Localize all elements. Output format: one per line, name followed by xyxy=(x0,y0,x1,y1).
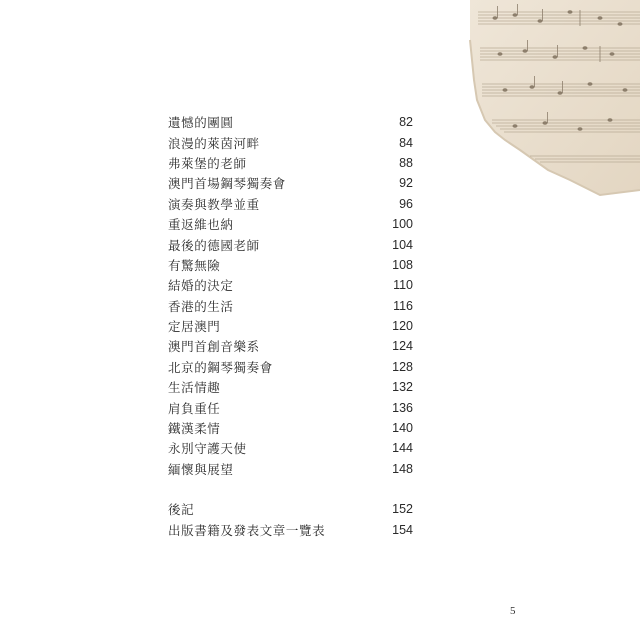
toc-entry xyxy=(168,173,413,193)
toc-entry-page: 124 xyxy=(392,339,413,354)
toc-entry-page: 154 xyxy=(392,522,413,537)
toc-entry-page: 120 xyxy=(392,319,413,334)
toc-entry-page: 88 xyxy=(399,155,413,170)
toc-entry-title: 演奏與教學並重 xyxy=(168,196,260,212)
table-of-contents xyxy=(168,112,413,479)
toc-entry-title: 定居澳門 xyxy=(168,319,221,335)
toc-entry-page: 84 xyxy=(399,135,413,150)
toc-entry-title: 澳門首場鋼琴獨奏會 xyxy=(168,176,286,192)
page-number: 5 xyxy=(510,605,516,617)
toc-entry-title: 結婚的決定 xyxy=(168,278,234,294)
toc-entry-page: 96 xyxy=(399,196,413,211)
toc-entry-page: 136 xyxy=(392,400,413,415)
toc-entry xyxy=(168,519,413,539)
toc-entry xyxy=(168,438,413,458)
toc-entry-title: 永別守護天使 xyxy=(168,441,247,457)
toc-entry-page: 132 xyxy=(392,380,413,395)
toc-entry-title: 遺憾的團圓 xyxy=(168,115,234,131)
toc-entry-title: 香港的生活 xyxy=(168,298,234,314)
toc-entry-page: 152 xyxy=(392,502,413,517)
toc-entry-page: 108 xyxy=(392,257,413,272)
toc-entry-page: 140 xyxy=(392,421,413,436)
toc-entry xyxy=(168,459,413,479)
toc-entry xyxy=(168,377,413,397)
toc-entry-title: 有驚無險 xyxy=(168,257,221,273)
toc-entry-title: 後記 xyxy=(168,502,195,518)
toc-entry xyxy=(168,418,413,438)
toc-entry xyxy=(168,357,413,377)
toc-entry-title: 澳門首創音樂系 xyxy=(168,339,260,355)
toc-entry-title: 生活情趣 xyxy=(168,380,221,396)
toc-entry xyxy=(168,153,413,173)
toc-entry-page: 82 xyxy=(399,115,413,130)
back-matter-list xyxy=(168,499,413,540)
toc-entry xyxy=(168,397,413,417)
toc-entry xyxy=(168,214,413,234)
toc-entry xyxy=(168,234,413,254)
toc-entry-title: 出版書籍及發表文章一覽表 xyxy=(168,522,326,538)
toc-entry-title: 北京的鋼琴獨奏會 xyxy=(168,359,273,375)
toc-entry xyxy=(168,336,413,356)
toc-entry-page: 128 xyxy=(392,359,413,374)
toc-entry-page: 110 xyxy=(393,278,413,293)
toc-entry-page: 116 xyxy=(393,298,413,313)
toc-entry-title: 緬懷與展望 xyxy=(168,461,234,477)
toc-entry xyxy=(168,194,413,214)
toc-entry-title: 肩負重任 xyxy=(168,400,221,416)
toc-entry-title: 重返維也納 xyxy=(168,217,234,233)
toc-entry xyxy=(168,316,413,336)
toc-entry-page: 92 xyxy=(399,176,413,191)
toc-entry-title: 浪漫的萊茵河畔 xyxy=(168,135,260,151)
toc-entry xyxy=(168,296,413,316)
toc-entry xyxy=(168,499,413,519)
toc-entry-page: 104 xyxy=(392,237,413,252)
toc-entry-page: 100 xyxy=(392,217,413,232)
toc-entry-page: 148 xyxy=(392,461,413,476)
toc-entry-title: 鐵漢柔情 xyxy=(168,421,221,437)
toc-entry-page: 144 xyxy=(392,441,413,456)
toc-entry xyxy=(168,112,413,132)
toc-entry-title: 弗萊堡的老師 xyxy=(168,155,247,171)
toc-entry xyxy=(168,275,413,295)
toc-entry xyxy=(168,132,413,152)
toc-entry xyxy=(168,255,413,275)
toc-entry-title: 最後的德國老師 xyxy=(168,237,260,253)
